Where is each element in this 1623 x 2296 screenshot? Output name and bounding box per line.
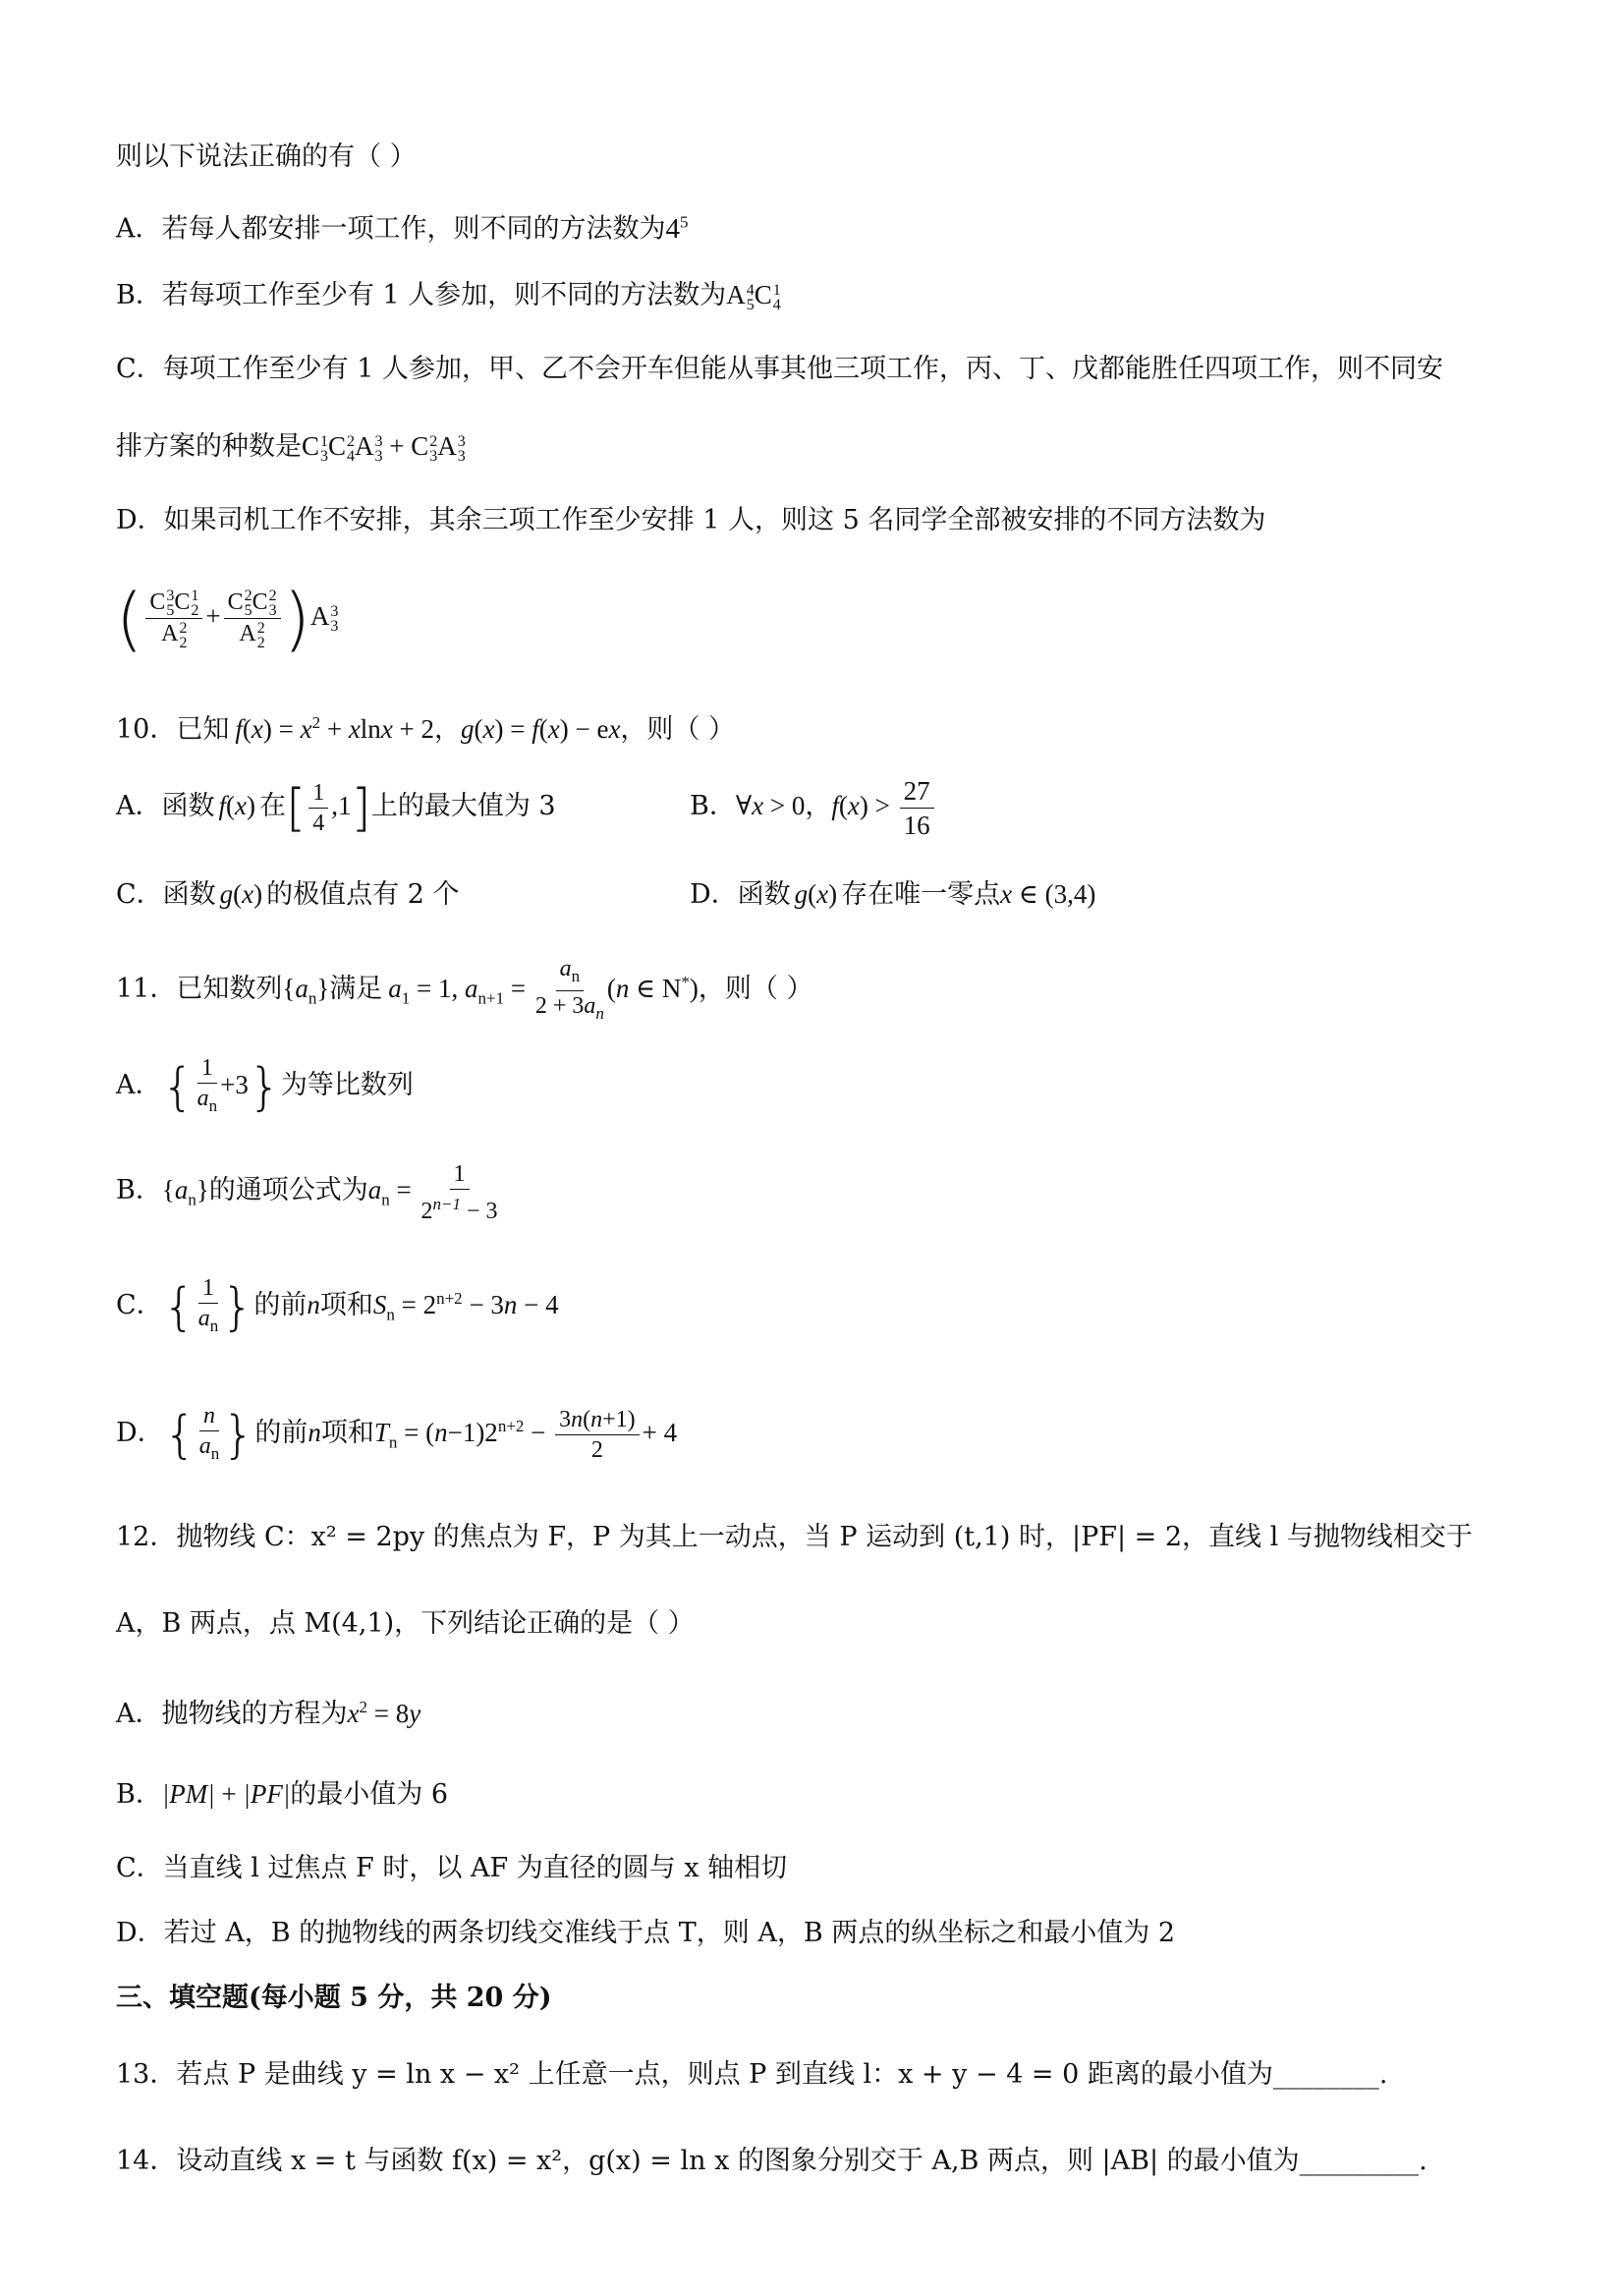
option-label: D． — [116, 1918, 164, 1948]
option-text: 抛物线的方程为 — [161, 1699, 348, 1729]
option-label: D． — [116, 505, 164, 535]
option-text: 的前 — [253, 1290, 308, 1320]
stem-text: 已知 — [176, 714, 230, 745]
q9-option-a — [116, 202, 689, 250]
option-text: 项和 — [319, 1290, 373, 1320]
math-interval: [ $\frac{1}{4}$ ,1] — [286, 778, 371, 838]
math-gx: g(x) — [219, 879, 263, 909]
math-tn: $T_n = (n-1)2^{n+2}$ − $\frac{3n(n+1)}{2}$ + 4 — [373, 1407, 678, 1464]
question-number: 13． — [116, 2059, 177, 2090]
math-c-expression: C 1 3 C 2 4 A 3 3 + C 2 3 A 3 3 — [302, 431, 466, 465]
stem-text: ，则（ ） — [698, 974, 813, 1004]
option-label: D． — [690, 879, 738, 910]
option-label: A． — [116, 1070, 162, 1100]
q12-option-d — [116, 1914, 1175, 1953]
question-number: 11． — [116, 974, 177, 1004]
option-label: A． — [116, 791, 162, 821]
q12-option-a — [116, 1688, 420, 1734]
q11-option-c — [116, 1260, 559, 1354]
math-recurrence: $a_1 = 1$, $a_{n+1}$ = $\frac{a_n}{2 + 3a_n}$ (n ∈ N*) — [388, 955, 699, 1024]
option-text: 当直线 l 过焦点 F 时，以 AF 为直径的圆与 x 轴相切 — [162, 1853, 788, 1883]
section-title-text: 三、填空题(每小题 5 分，共 20 分) — [116, 1983, 552, 2013]
section-3-title — [116, 1979, 552, 2018]
math-a-set: { $\frac{1}{a_n}$ +3} — [161, 1055, 281, 1117]
math-b-expression: ∀x > 0，f(x) > $\frac{27}{16}$ — [736, 791, 937, 820]
math-4-pow-5: $4^5$ — [665, 212, 689, 245]
math-d-expression: ( C 3 5 C 1 2 A 2 2 + C 2 5 C 2 3 A 2 2 )A 3 3 — [116, 578, 339, 659]
math-seq-an: $\{a_n\}$ — [282, 974, 330, 1008]
option-text: 的通项公式为 — [208, 1175, 368, 1206]
question-12-stem-line2 — [116, 1604, 695, 1644]
stem-text: A，B 两点，点 M(4,1)，下列结论正确的是（ ） — [116, 1608, 695, 1639]
math-g-definition: g(x) = f(x) − ex — [461, 714, 621, 744]
option-text: 存在唯一零点 — [841, 879, 1001, 910]
option-text: 函数 — [162, 879, 216, 910]
math-d-set: { $\frac{n}{a_n}$ } — [163, 1403, 255, 1465]
question-text: 设动直线 x = t 与函数 f(x) = x²，g(x) = ln x 的图象分别交于 A,B 两点，则 |AB| 的最小值为_________. — [176, 2146, 1427, 2176]
option-label: B． — [116, 1779, 162, 1810]
option-text: 项和 — [320, 1418, 374, 1448]
stem-text: 抛物线 C：x² = 2py 的焦点为 F，P 为其上一动点，当 P 运动到 (t,1) 时，|PF| = 2，直线 l 与抛物线相交于 — [176, 1522, 1473, 1552]
q9-option-c-line2 — [116, 426, 466, 467]
q12-option-c — [116, 1849, 787, 1888]
stem-text: ，则（ ） — [620, 714, 736, 745]
question-12-stem-line1 — [116, 1518, 1473, 1557]
math-fx: f(x) — [218, 791, 255, 820]
option-text: 为等比数列 — [280, 1070, 414, 1100]
math-x-in-interval: x ∈ (3,4) — [1000, 879, 1096, 909]
question-11-stem — [116, 953, 813, 1029]
math-gx: g(x) — [794, 879, 838, 909]
option-text: 函数 — [737, 879, 791, 910]
option-text: 每项工作至少有 1 人参加，甲、乙不会开车但能从事其他三项工作，丙、丁、戊都能胜任四项工作，则不同安 — [162, 354, 1444, 384]
q11-option-d — [116, 1387, 677, 1482]
option-label: A． — [116, 1699, 162, 1729]
option-label: C． — [116, 354, 163, 384]
math-parabola: $x^2 = 8y$ — [347, 1698, 421, 1728]
q9-option-b — [116, 275, 781, 315]
question-14 — [116, 2142, 1427, 2181]
option-text: 排方案的种数是 — [116, 431, 302, 462]
option-label: B． — [116, 280, 162, 310]
option-text: 在 — [259, 791, 286, 821]
stem-separator: ， — [434, 714, 462, 745]
q9-option-c-line1 — [116, 350, 1443, 389]
q10-option-c — [116, 874, 460, 915]
q10-option-d — [690, 874, 1095, 915]
q11-option-b — [116, 1159, 501, 1230]
math-seq-an: $\{a_n\}$ — [161, 1175, 209, 1209]
math-c-set: { $\frac{1}{a_n}$ } — [162, 1275, 254, 1337]
option-label: B． — [116, 1175, 162, 1206]
math-general-term: $a_n$ = $\frac{1}{2^{n-1} - 3}$ — [367, 1161, 498, 1224]
option-text: 若每项工作至少有 1 人参加，则不同的方法数为 — [161, 280, 727, 310]
question-number: 10． — [116, 714, 177, 745]
intro-text: 则以下说法正确的有（ ） — [116, 141, 417, 172]
option-text: 若每人都安排一项工作，则不同的方法数为 — [161, 213, 666, 245]
q9-option-d-formula — [116, 572, 338, 661]
question-number: 12． — [116, 1522, 177, 1552]
option-label: A． — [116, 213, 162, 245]
option-text: 如果司机工作不安排，其余三项工作至少安排 1 人，则这 5 名同学全部被安排的不同方法数为 — [163, 505, 1266, 535]
math-a54c41: A 4 5 C 1 4 — [726, 280, 781, 313]
q10-options-ab — [116, 766, 556, 846]
stem-text: 满足 — [329, 974, 383, 1004]
stem-text: 已知数列 — [176, 974, 283, 1004]
math-distance-sum: |PM| + |PF| — [161, 1779, 291, 1809]
option-label: C． — [116, 879, 163, 910]
option-text: 函数 — [161, 791, 215, 821]
option-text: 的最小值为 6 — [290, 1779, 449, 1810]
option-text: 若过 A，B 的抛物线的两条切线交准线于点 T，则 A，B 两点的纵坐标之和最小值为 2 — [163, 1918, 1176, 1948]
question-number: 14． — [116, 2146, 177, 2176]
math-f-definition: $f(x) = x^2 + xlnx + 2$ — [235, 713, 435, 744]
q11-option-a — [116, 1045, 414, 1125]
option-label: C． — [116, 1290, 163, 1320]
option-label: D． — [116, 1418, 164, 1448]
question-text: 若点 P 是曲线 y = ln x − x² 上任意一点，则点 P 到直线 l：x + y − 4 = 0 距离的最小值为________. — [176, 2059, 1388, 2090]
option-text: 上的最大值为 3 — [370, 791, 556, 821]
q12-option-b — [116, 1774, 448, 1815]
question-10-stem — [116, 703, 735, 750]
question-9-intro — [116, 138, 417, 177]
q9-option-d-line1 — [116, 501, 1265, 540]
q10-option-b — [690, 766, 937, 846]
option-label: C． — [116, 1853, 163, 1883]
question-13 — [116, 2055, 1388, 2095]
option-label: B． — [690, 791, 736, 821]
math-n: n — [308, 1418, 321, 1447]
option-text: 的前 — [254, 1418, 308, 1448]
option-text: 的极值点有 2 个 — [266, 879, 460, 910]
math-n: n — [307, 1290, 320, 1319]
math-sn: $S_n = 2^{n+2} - 3n - 4$ — [372, 1289, 559, 1324]
